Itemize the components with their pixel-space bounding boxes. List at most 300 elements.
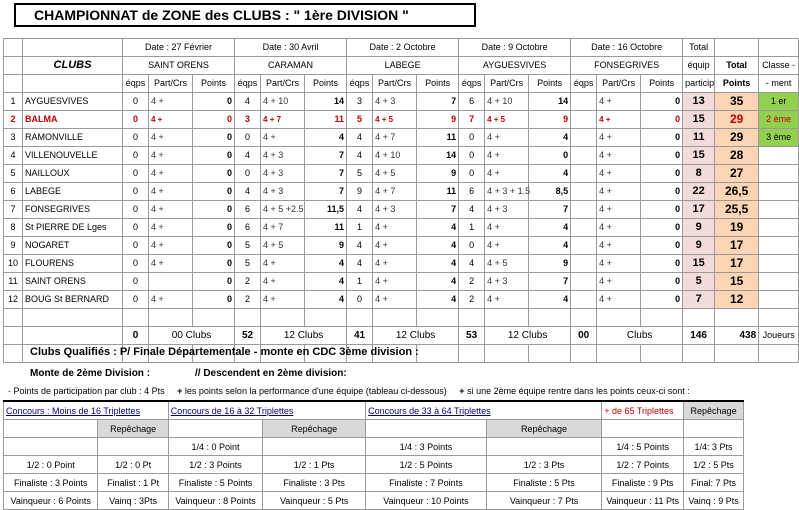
teams-count: 0 <box>123 183 149 201</box>
rank-number: 10 <box>4 255 23 273</box>
points-value: 0 <box>641 219 683 237</box>
clubs-count: Clubs <box>597 327 683 345</box>
participation-value <box>149 273 193 291</box>
points-value: 7 <box>417 201 459 219</box>
teams-count: 4 <box>347 237 373 255</box>
points-value: 0 <box>641 147 683 165</box>
points-value: 7 <box>305 147 347 165</box>
ranking-label <box>759 183 799 201</box>
participation-value: 4 + 5 <box>373 165 417 183</box>
performance-points: les points selon la performance d'une équipe (tableau ci-dessous) <box>184 386 447 396</box>
ranking-label <box>759 219 799 237</box>
participation-value: 4 + <box>373 219 417 237</box>
teams-count <box>571 165 597 183</box>
scoring-table <box>3 400 744 510</box>
scoring-value: 1/2 : 5 Pts <box>684 456 744 474</box>
teams-count <box>571 93 597 111</box>
blank-cell <box>602 420 684 438</box>
points-value: 0 <box>193 129 235 147</box>
page-title: CHAMPIONNAT de ZONE des CLUBS : " 1ère DIVISION " <box>14 3 476 27</box>
blank-cell <box>683 345 715 363</box>
points-value: 9 <box>305 237 347 255</box>
total-participation: 9 <box>683 219 715 237</box>
participation-value: 4 + <box>597 111 641 129</box>
points-value: 4 <box>417 291 459 309</box>
scoring-value: Finaliste : 7 Points <box>366 474 487 492</box>
total-points: 12 <box>715 291 759 309</box>
teams-count: 2 <box>235 291 261 309</box>
table-row <box>4 291 799 309</box>
total-teams: 41 <box>347 327 373 345</box>
total-points: 28 <box>715 147 759 165</box>
points-value: 0 <box>641 165 683 183</box>
participation-value: 4 + 3 <box>261 183 305 201</box>
total-participation: 17 <box>683 201 715 219</box>
club-name: FLOURENS <box>23 255 123 273</box>
points-value: 4 <box>417 237 459 255</box>
participation-value: 4 + <box>373 237 417 255</box>
participation-value: 4 + <box>149 183 193 201</box>
participation-value: 4 + <box>149 219 193 237</box>
rank-number: 6 <box>4 183 23 201</box>
participation-value: 4 + 10 <box>261 93 305 111</box>
participation-value: 4 + <box>597 183 641 201</box>
teams-count: 4 <box>235 93 261 111</box>
relegated-text: // Descendent en 2ème division: <box>195 368 347 379</box>
scoring-value: Finaliste : 3 Pts <box>263 474 366 492</box>
points-value: 14 <box>529 93 571 111</box>
teams-count: 2 <box>235 273 261 291</box>
blank-cell <box>759 345 799 363</box>
venue-header: LABEGE <box>347 57 459 75</box>
participation-value: 4 + 7 <box>261 219 305 237</box>
teams-count: 4 <box>347 147 373 165</box>
points-value: 0 <box>641 237 683 255</box>
teams-count: 4 <box>459 201 485 219</box>
scoring-value: Vainqueur : 8 Points <box>168 492 262 510</box>
ranking-label: 1 er <box>759 93 799 111</box>
blank-cell <box>23 327 123 345</box>
total-points: 25,5 <box>715 201 759 219</box>
ranking-label <box>759 291 799 309</box>
ranking-label <box>759 147 799 165</box>
points-value: 11 <box>417 129 459 147</box>
points-value: 4 <box>417 273 459 291</box>
table-row <box>4 255 799 273</box>
venue-header: FONSEGRIVES <box>571 57 683 75</box>
scoring-value: 1/4: 3 Pts <box>684 438 744 456</box>
points-value: 0 <box>529 147 571 165</box>
scoring-value: Finaliste : 3 Points <box>4 474 98 492</box>
blank-cell <box>684 420 744 438</box>
participation-value: 4 + <box>149 291 193 309</box>
teams-count: 9 <box>347 183 373 201</box>
points-value: 0 <box>641 183 683 201</box>
players-label: Joueurs <box>759 327 799 345</box>
clubs-count: 12 Clubs <box>485 327 571 345</box>
scoring-value: Vainqueur : 5 Pts <box>263 492 366 510</box>
blank-cell <box>485 345 529 363</box>
participation-value: 4 + <box>261 255 305 273</box>
repechage-header: Repêchage <box>684 401 744 420</box>
participation-value: 4 + <box>597 165 641 183</box>
teams-count: 6 <box>459 183 485 201</box>
scoring-row <box>4 492 744 510</box>
points-value: 0 <box>193 165 235 183</box>
participation-points: Points de participation par club : 4 Pts <box>13 386 165 396</box>
points-value: 11,5 <box>305 201 347 219</box>
second-team-points: si une 2ème équipe rentre dans les points ceux-ci sont : <box>467 386 690 396</box>
scoring-value: Vainq : 3Pts <box>98 492 168 510</box>
blank-cell <box>417 345 459 363</box>
club-name: NAILLOUX <box>23 165 123 183</box>
participation-subheader: Part/Crs <box>373 75 417 93</box>
total-points: 15 <box>715 273 759 291</box>
participation-value: 4 + <box>597 129 641 147</box>
points-value: 4 <box>529 237 571 255</box>
teams-count: 5 <box>347 165 373 183</box>
participation-value: 4 + <box>597 201 641 219</box>
points-value: 0 <box>193 111 235 129</box>
blank-cell <box>571 345 597 363</box>
club-name: FONSEGRIVES <box>23 201 123 219</box>
blank-cell <box>641 345 683 363</box>
table-row <box>4 129 799 147</box>
points-value: 4 <box>305 129 347 147</box>
clubs-count: 00 Clubs <box>149 327 235 345</box>
participation-value: 4 + <box>261 291 305 309</box>
blank-cell <box>597 345 641 363</box>
concours-header-large: Concours de 33 à 64 Triplettes <box>366 401 602 420</box>
participation-value: 4 + <box>149 255 193 273</box>
points-value: 7 <box>417 93 459 111</box>
club-name: RAMONVILLE <box>23 129 123 147</box>
points-value: 7 <box>529 273 571 291</box>
scoring-value <box>4 438 98 456</box>
club-name: NOGARET <box>23 237 123 255</box>
participation-value: 4 + 7 <box>373 129 417 147</box>
ranking-label: 3 ème <box>759 129 799 147</box>
total-participation-header: Total <box>683 39 715 57</box>
table-row <box>4 147 799 165</box>
teams-count <box>571 255 597 273</box>
table-row <box>4 219 799 237</box>
participation-value: 4 + <box>597 237 641 255</box>
rank-number: 1 <box>4 93 23 111</box>
teams-subheader: éqps <box>347 75 373 93</box>
teams-count: 0 <box>123 147 149 165</box>
teams-count: 2 <box>459 291 485 309</box>
teams-count: 0 <box>459 129 485 147</box>
teams-count <box>571 273 597 291</box>
blank-cell <box>373 309 417 327</box>
points-value: 11 <box>305 219 347 237</box>
participation-value: 4 + <box>373 291 417 309</box>
scoring-value: Vainqueur : 10 Points <box>366 492 487 510</box>
participation-value: 4 + 3 <box>261 147 305 165</box>
blank-cell <box>715 39 759 57</box>
teams-count: 4 <box>347 255 373 273</box>
points-subheader: Points <box>417 75 459 93</box>
participation-value: 4 + 5 <box>261 237 305 255</box>
blank-cell <box>759 309 799 327</box>
table-row <box>4 111 799 129</box>
blank-cell <box>459 309 485 327</box>
participation-value: 4 + 5 <box>485 111 529 129</box>
points-value: 7 <box>305 183 347 201</box>
scoring-value <box>486 438 601 456</box>
points-value: 4 <box>529 219 571 237</box>
points-subheader: Points <box>529 75 571 93</box>
teams-count: 6 <box>235 219 261 237</box>
participation-value: 4 + <box>597 273 641 291</box>
participation-value: 4 + <box>149 111 193 129</box>
points-value: 11 <box>305 111 347 129</box>
teams-count: 2 <box>459 273 485 291</box>
participation-value: 4 + 10 <box>485 93 529 111</box>
points-value: 0 <box>641 129 683 147</box>
total-header: Total <box>715 57 759 75</box>
total-points: 17 <box>715 255 759 273</box>
scoring-value: Finaliste : 5 Pts <box>486 474 601 492</box>
ranking-label <box>759 273 799 291</box>
participation-value: 4 + <box>485 237 529 255</box>
club-name: BOUG St BERNARD <box>23 291 123 309</box>
venue-header: SAINT ORENS <box>123 57 235 75</box>
total-points: 29 <box>715 111 759 129</box>
points-value: 0 <box>641 201 683 219</box>
rank-number: 3 <box>4 129 23 147</box>
participation-value: 4 + 5 <box>373 111 417 129</box>
rank-number: 8 <box>4 219 23 237</box>
points-value: 0 <box>193 201 235 219</box>
points-value: 7 <box>529 201 571 219</box>
teams-count: 4 <box>459 255 485 273</box>
points-value: 8,5 <box>529 183 571 201</box>
points-subheader: Points <box>305 75 347 93</box>
participation-value: 4 + 5 +2.5 <box>261 201 305 219</box>
points-value: 0 <box>641 255 683 273</box>
teams-count: 5 <box>235 255 261 273</box>
concours-header-small: Concours : Moins de 16 Triplettes <box>4 401 169 420</box>
total-points: 35 <box>715 93 759 111</box>
ranking-label: 2 ème <box>759 111 799 129</box>
date-header: Date : 27 Février <box>123 39 235 57</box>
total-participation: 15 <box>683 147 715 165</box>
blank-cell <box>23 75 123 93</box>
blank-cell <box>641 309 683 327</box>
total-points: 17 <box>715 237 759 255</box>
teams-count <box>571 111 597 129</box>
points-subheader: Points <box>641 75 683 93</box>
participation-value: 4 + 3 <box>261 165 305 183</box>
rank-number: 5 <box>4 165 23 183</box>
scoring-value: 1/2 : 1 Pts <box>263 456 366 474</box>
club-name: LABEGE <box>23 183 123 201</box>
blank-cell <box>4 75 23 93</box>
clubs-count: 12 Clubs <box>261 327 347 345</box>
points-value: 0 <box>641 273 683 291</box>
teams-count: 0 <box>123 129 149 147</box>
participation-value: 4 + 3 <box>485 273 529 291</box>
blank-cell <box>4 345 23 363</box>
participation-value: 4 + <box>149 147 193 165</box>
points-value: 9 <box>417 111 459 129</box>
participation-value: 4 + 3 <box>485 201 529 219</box>
scoring-value: Finaliste : 9 Pts <box>602 474 684 492</box>
total-participation: 7 <box>683 291 715 309</box>
teams-count: 3 <box>347 93 373 111</box>
participation-value: 4 + <box>149 201 193 219</box>
rank-number: 11 <box>4 273 23 291</box>
teams-count: 4 <box>347 201 373 219</box>
participation-value: 4 + <box>149 237 193 255</box>
teams-count: 0 <box>123 111 149 129</box>
teams-count: 0 <box>123 291 149 309</box>
points-value: 0 <box>641 291 683 309</box>
points-explanation: - Points de participation par club : 4 Pts + les points selon la performance d'une équipe (tableau ci-dessous) + si une 2ème équipe rentre dans les points ceux-ci sont : <box>8 386 690 396</box>
points-value: 0 <box>193 219 235 237</box>
ranking-label <box>759 201 799 219</box>
participation-value: 4 + <box>373 255 417 273</box>
scoring-value: Vainqueur : 7 Pts <box>486 492 601 510</box>
rank-number: 7 <box>4 201 23 219</box>
teams-count: 1 <box>459 219 485 237</box>
scoring-value: 1/2 : 0 Pt <box>98 456 168 474</box>
ment-header: - ment <box>759 75 799 93</box>
points-value: 9 <box>417 165 459 183</box>
teams-count <box>571 183 597 201</box>
scoring-value: Final: 7 Pts <box>684 474 744 492</box>
scoring-value: Vainq : 9 Pts <box>684 492 744 510</box>
classement-header: Classe - <box>759 57 799 75</box>
points-value: 0 <box>193 183 235 201</box>
teams-subheader: éqps <box>459 75 485 93</box>
total-points: 26,5 <box>715 183 759 201</box>
grand-total-participation: 146 <box>683 327 715 345</box>
rank-number: 4 <box>4 147 23 165</box>
table-row <box>4 237 799 255</box>
table-row <box>4 165 799 183</box>
scoring-value <box>98 438 168 456</box>
participation-value: 4 + 7 <box>373 183 417 201</box>
teams-count: 0 <box>459 165 485 183</box>
scoring-value: 1/2 : 5 Points <box>366 456 487 474</box>
points-value: 9 <box>529 255 571 273</box>
blank-cell <box>149 309 193 327</box>
total-participation: 9 <box>683 237 715 255</box>
points-value: 11 <box>417 183 459 201</box>
teams-count: 0 <box>123 93 149 111</box>
blank-cell <box>417 309 459 327</box>
participation-subheader: Part/Crs <box>261 75 305 93</box>
blank-cell <box>4 420 98 438</box>
total-points: 19 <box>715 219 759 237</box>
points-value: 9 <box>529 111 571 129</box>
club-name: AYGUESVIVES <box>23 93 123 111</box>
teams-count: 1 <box>347 219 373 237</box>
teams-count: 5 <box>347 111 373 129</box>
blank-cell <box>261 309 305 327</box>
blank-cell <box>529 345 571 363</box>
teams-subheader: éqps <box>571 75 597 93</box>
teams-count: 0 <box>123 273 149 291</box>
scoring-value <box>263 438 366 456</box>
teams-count: 6 <box>459 93 485 111</box>
scoring-value: 1/2 : 3 Points <box>168 456 262 474</box>
qualified-text: Clubs Qualifiés : P/ Finale Départementale - monte en CDC 3ème division : <box>30 346 419 358</box>
total-participation: 8 <box>683 165 715 183</box>
total-points: 27 <box>715 165 759 183</box>
rank-number: 12 <box>4 291 23 309</box>
blank-cell <box>459 345 485 363</box>
points-value: 0 <box>193 291 235 309</box>
participation-subheader: Part/Crs <box>485 75 529 93</box>
points-value: 4 <box>305 273 347 291</box>
teams-count: 6 <box>235 201 261 219</box>
total-teams: 0 <box>123 327 149 345</box>
blank-cell <box>759 39 799 57</box>
teams-count <box>571 147 597 165</box>
scoring-value: 1/2 : 3 Pts <box>486 456 601 474</box>
ranking-label <box>759 237 799 255</box>
participation-value: 4 + <box>485 291 529 309</box>
scoring-value: Vainqueur : 6 Points <box>4 492 98 510</box>
blank-cell <box>571 309 597 327</box>
teams-count <box>571 219 597 237</box>
participation-value: 4 + 7 <box>261 111 305 129</box>
points-value: 0 <box>193 273 235 291</box>
participation-value: 4 + <box>597 93 641 111</box>
total-participation: 15 <box>683 111 715 129</box>
blank-cell <box>23 39 123 57</box>
participation-value: 4 + <box>485 129 529 147</box>
table-row <box>4 201 799 219</box>
points-value: 7 <box>305 165 347 183</box>
table-row <box>4 273 799 291</box>
teams-count <box>571 129 597 147</box>
points-value: 0 <box>193 255 235 273</box>
points-value: 14 <box>417 147 459 165</box>
teams-count: 3 <box>235 111 261 129</box>
teams-count: 0 <box>459 237 485 255</box>
total-teams: 52 <box>235 327 261 345</box>
teams-count: 5 <box>235 237 261 255</box>
points-header: Points <box>715 75 759 93</box>
teams-count: 1 <box>347 273 373 291</box>
scoring-value: Finalist : 1 Pt <box>98 474 168 492</box>
teams-subheader: éqps <box>123 75 149 93</box>
blank-cell <box>715 309 759 327</box>
scoring-value: 1/4 : 5 Points <box>602 438 684 456</box>
total-participation: 11 <box>683 129 715 147</box>
points-value: 0 <box>193 147 235 165</box>
clubs-count: 12 Clubs <box>373 327 459 345</box>
promoted-text: Monte de 2ème Division : <box>30 368 151 379</box>
total-participation: 5 <box>683 273 715 291</box>
points-value: 4 <box>529 165 571 183</box>
scoring-row <box>4 474 744 492</box>
points-value: 0 <box>193 93 235 111</box>
teams-count <box>571 291 597 309</box>
teams-count <box>571 237 597 255</box>
participation-value: 4 + 5 <box>485 255 529 273</box>
points-value: 14 <box>305 93 347 111</box>
participation-value: 4 + 3 <box>373 201 417 219</box>
total-participation: 15 <box>683 255 715 273</box>
scoring-value: 1/2 : 0 Point <box>4 456 98 474</box>
equip-header: équip <box>683 57 715 75</box>
